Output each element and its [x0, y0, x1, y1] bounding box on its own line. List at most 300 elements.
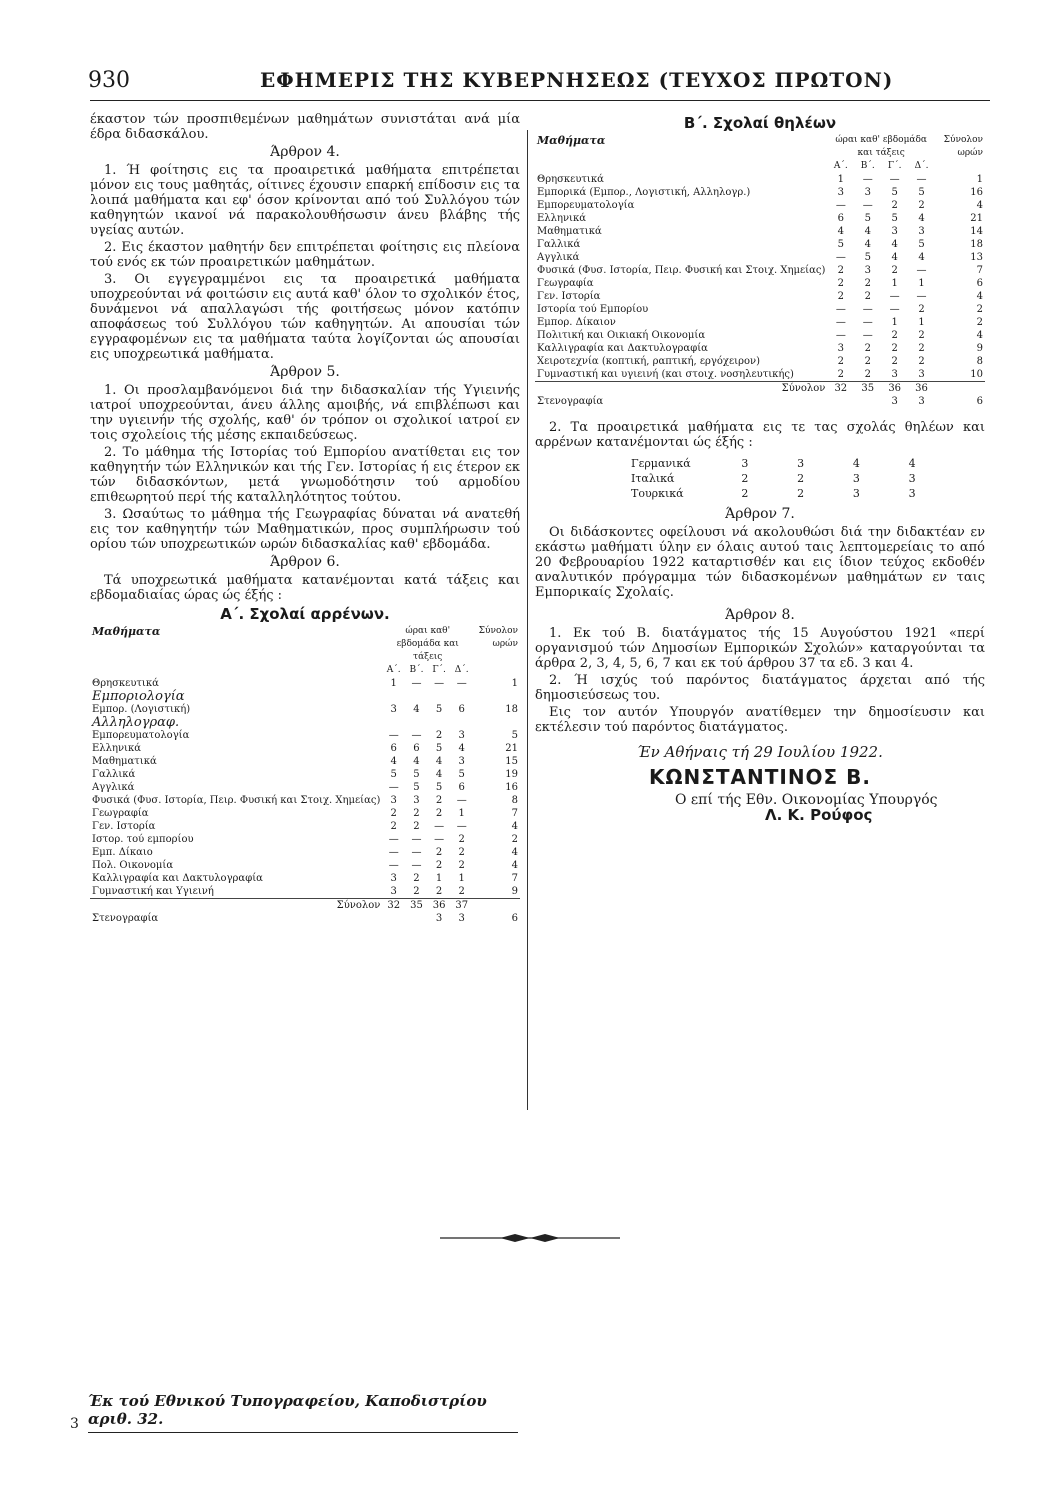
total-cell: [935, 382, 985, 396]
table-row: [535, 225, 985, 238]
hours-cell: 3: [837, 343, 844, 354]
table-row: [535, 368, 985, 382]
hours-cell: 2: [413, 821, 420, 832]
hours-cell: 2: [918, 304, 925, 315]
article-5-para-3: 3. Ωσαύτως το μάθημα τής Γεωγραφίας δύναται νά ανατεθή εις τον καθηγητήν τών Μαθηματικών, προς συμπλήρωσιν τού ορίου τών υποχρεωτικών ωρών διδασκαλίας καθ' εβδομάδα.: [90, 507, 520, 552]
hours-cell: 3: [918, 396, 925, 407]
hours-cell: —: [916, 265, 927, 276]
hours-cell: 2: [435, 730, 443, 741]
hours-cell: —: [835, 252, 846, 263]
subject-cell: Στενογραφία: [92, 913, 159, 924]
hours-cell: —: [916, 291, 927, 302]
hours-cell: 2: [891, 200, 898, 211]
subject-cell: Σύνολον: [90, 899, 382, 913]
girls-table-body: [535, 173, 985, 408]
king-signature: ΚΩΝΣΤΑΝΤΙΝΟΣ Β.: [648, 765, 872, 789]
hours-cell: 5: [864, 252, 871, 263]
total-cell: 9: [976, 343, 983, 354]
hours-cell: —: [916, 174, 927, 185]
total-cell: 6: [511, 913, 518, 924]
language-row: [625, 471, 940, 486]
class-label: Γ΄.: [432, 665, 446, 675]
hours-cell: 5: [413, 769, 420, 780]
hours-cell: 2: [435, 847, 443, 858]
table-row: [90, 794, 520, 807]
page-number: 930: [88, 68, 130, 93]
hours-cell: 4: [435, 756, 443, 767]
column-header-subject: Μαθήματα: [537, 134, 606, 147]
hours-cell: 5: [458, 769, 465, 780]
subject-cell: Εμπορευματολογία: [92, 730, 190, 741]
hours-cell: 4: [390, 756, 397, 767]
hours-cell: —: [388, 782, 399, 793]
table-row: [90, 755, 520, 768]
subject-cell: Γυμναστική και υγιεινή (και στοιχ. νοσηλευτικής): [537, 369, 794, 380]
hours-cell: 35: [854, 382, 881, 396]
article-8-para-2: 2. Ή ισχύς τού παρόντος διατάγματος άρχεται από τής δημοσιεύσεως του.: [535, 673, 985, 703]
subject-cell: Γαλλικά: [92, 769, 136, 780]
hours-cell: 2: [837, 369, 844, 380]
language-row: [625, 456, 940, 471]
table-row: [90, 729, 520, 742]
hours-cell: —: [835, 330, 846, 341]
hours-cell: 3: [458, 756, 465, 767]
hours-cell: 2: [458, 886, 465, 897]
hours-cell: 5: [891, 187, 898, 198]
hours-cell: 4: [864, 226, 871, 237]
hours-cell: 3: [918, 226, 925, 237]
hours-cell: 2: [741, 472, 749, 485]
hours-cell: 2: [864, 278, 871, 289]
hours-cell: —: [388, 860, 399, 871]
hours-cell: —: [862, 304, 873, 315]
hours-cell: —: [388, 730, 399, 741]
hours-cell: —: [411, 860, 422, 871]
hours-cell: 1: [435, 873, 443, 884]
subject-cell: Θρησκευτικά: [537, 174, 604, 185]
total-cell: 21: [970, 213, 983, 224]
hours-cell: 3: [918, 369, 925, 380]
hours-cell: —: [434, 834, 445, 845]
hours-cell: 4: [918, 213, 925, 224]
hours-cell: 6: [458, 704, 465, 715]
left-column: [90, 112, 520, 925]
hours-cell: 2: [918, 343, 925, 354]
hours-cell: 5: [837, 239, 844, 250]
total-cell: 6: [976, 396, 983, 407]
hours-cell: —: [889, 304, 900, 315]
column-header-hours: ώραι καθ' εβδομάδα και τάξεις: [835, 135, 928, 158]
subject-cell: Ιστορ. τού εμπορίου: [92, 834, 194, 845]
subject-cell: Θρησκευτικά: [92, 678, 159, 689]
total-cell: 15: [505, 756, 518, 767]
hours-cell: —: [411, 847, 422, 858]
hours-cell: 2: [864, 343, 871, 354]
hours-cell: 5: [918, 187, 925, 198]
hours-cell: —: [835, 304, 846, 315]
hours-cell: 3: [891, 369, 898, 380]
hours-cell: [854, 395, 881, 408]
hours-cell: 2: [837, 265, 844, 276]
table-header-row: [535, 134, 985, 160]
hours-cell: —: [835, 200, 846, 211]
intro-paragraph: έκαστον τών προσπιθεμένων μαθημάτων συνιστάται ανά μία έδρα διδασκάλου.: [90, 112, 520, 142]
table-row: [90, 846, 520, 859]
hours-cell: 2: [891, 356, 898, 367]
hours-cell: 2: [741, 487, 749, 500]
hours-cell: 2: [918, 200, 925, 211]
subject-cell: Ελληνικά: [537, 213, 586, 224]
hours-cell: 2: [413, 808, 420, 819]
hours-cell: 3: [837, 187, 844, 198]
article-5-para-1: 1. Οι προσλαμβανόμενοι διά την διδασκαλίαν τής Υγιεινής ιατροί υποχρεούνται, άνευ άλλης αμοιβής, νά επιβλέπωσι και την υγιεινήν τής σχολής, καθ' όν τρόπον οι σχολικοί ιατροί εν τοις σχολείοις τής μέσης εκπαιδεύσεως.: [90, 383, 520, 443]
boys-schools-title: Α΄. Σχολαί αρρένων.: [220, 605, 390, 623]
hours-cell: 2: [837, 278, 844, 289]
table-subheading-row: [90, 716, 520, 729]
table-row: [90, 833, 520, 846]
hours-cell: 3: [741, 457, 749, 470]
hours-cell: 32: [827, 382, 854, 396]
hours-cell: 35: [405, 899, 428, 913]
hours-cell: 2: [797, 487, 805, 500]
subject-cell: Πολ. Οικονομία: [92, 860, 174, 871]
page-header: [60, 62, 1000, 96]
subject-cell: Γεν. Ιστορία: [537, 291, 601, 302]
subject-cell: Φυσικά (Φυσ. Ιστορία, Πειρ. Φυσική και Στοιχ. Χημείας): [537, 265, 826, 276]
total-cell: [473, 899, 520, 913]
total-cell: 7: [976, 265, 983, 276]
hours-cell: 4: [908, 457, 916, 470]
hours-cell: 3: [852, 472, 860, 485]
class-label: Α΄.: [833, 161, 848, 171]
hours-cell: 2: [891, 330, 898, 341]
languages-body: [625, 456, 940, 501]
hours-cell: —: [862, 317, 873, 328]
table-row: [535, 173, 985, 186]
total-cell: 4: [511, 847, 518, 858]
article-4-para-1: 1. Ή φοίτησις εις τα προαιρετικά μαθήματα επιτρέπεται μόνον εις τους μαθητάς, οίτινες έχουσιν επαρκή επίδοσιν εις τα λοιπά μαθήματα και εφ' όσον κρίνονται από τού Συλλόγου τών καθηγητών ικανοί νά παρακολουθήσωσιν άνευ βλάβης τής υγείας αυτών.: [90, 163, 520, 238]
hours-cell: 3: [891, 226, 898, 237]
hours-cell: 1: [891, 278, 898, 289]
total-cell: 14: [970, 226, 983, 237]
total-cell: 6: [976, 278, 983, 289]
total-cell: 7: [511, 808, 518, 819]
class-label-row: [90, 664, 520, 677]
hours-cell: 1: [390, 678, 397, 689]
subject-cell: Εμπ. Δίκαιο: [92, 847, 153, 858]
subject-cell: Εμπορ. Δίκαιον: [537, 317, 616, 328]
subject-cell: Εμπορ. (Λογιστική): [92, 704, 191, 715]
table-row: [535, 303, 985, 316]
hours-cell: 6: [390, 743, 397, 754]
hours-cell: 2: [390, 808, 397, 819]
column-divider: [527, 130, 528, 1110]
hours-cell: 2: [891, 265, 898, 276]
subject-cell: Αγγλικά: [537, 252, 580, 263]
total-cell: 1: [976, 174, 983, 185]
table-row: [90, 899, 520, 913]
optional-languages-table: [625, 456, 940, 501]
subheading-cell: Εμποριολογία: [92, 689, 185, 704]
subject-cell: Αγγλικά: [92, 782, 135, 793]
column-header-total: Σύνολον ωρών: [943, 135, 983, 158]
table-row: [90, 742, 520, 755]
right-column: [535, 112, 985, 823]
hours-cell: 2: [918, 356, 925, 367]
article-6-para-2: 2. Τα προαιρετικά μαθήματα εις τε τας σχολάς θηλέων και αρρένων κατανέμονται ώς έξής :: [535, 420, 985, 450]
table-row: [535, 316, 985, 329]
subject-cell: Ιστορία τού Εμπορίου: [537, 304, 649, 315]
hours-cell: 3: [390, 795, 397, 806]
article-4-para-2: 2. Εις έκαστον μαθητήν δεν επιτρέπεται φοίτησις εις πλείονα τού ενός εκ τών προαιρετικών μαθημάτων.: [90, 240, 520, 270]
hours-cell: 32: [382, 899, 405, 913]
hours-cell: —: [434, 678, 445, 689]
hours-cell: 37: [450, 899, 473, 913]
hours-cell: —: [889, 291, 900, 302]
article-5-title: Άρθρον 5.: [270, 364, 340, 380]
hours-cell: 3: [458, 913, 465, 924]
hours-cell: 2: [837, 356, 844, 367]
hours-cell: 1: [918, 278, 925, 289]
article-5-para-2: 2. Το μάθημα τής Ιστορίας τού Εμπορίου ανατίθεται εις τον καθηγητήν τών Ελληνικών και τής Γεν. Ιστορίας ή εις έτερον εκ τών διδασκόντων, μετά γνωμοδότησιν τού αρμοδίου επιθεωρητού περί τής καταλληλότητος τούτου.: [90, 445, 520, 505]
table-row: [90, 781, 520, 794]
hours-cell: —: [889, 174, 900, 185]
table-row: [535, 212, 985, 225]
hours-cell: 2: [918, 330, 925, 341]
hours-cell: 3: [390, 886, 397, 897]
hours-cell: 2: [797, 472, 805, 485]
hours-cell: 4: [837, 226, 844, 237]
hours-cell: 1: [918, 317, 925, 328]
hours-cell: —: [862, 330, 873, 341]
total-cell: 2: [976, 304, 983, 315]
sheet-number: 3: [70, 1416, 79, 1432]
column-header-total: Σύνολον ωρών: [478, 626, 518, 649]
hours-cell: [382, 912, 405, 925]
total-cell: 7: [511, 873, 518, 884]
hours-cell: 2: [891, 343, 898, 354]
hours-cell: 6: [837, 213, 844, 224]
hours-cell: 3: [390, 873, 397, 884]
hours-cell: 2: [837, 291, 844, 302]
hours-cell: 36: [908, 382, 935, 396]
header-rule: [90, 100, 990, 101]
total-cell: 2: [976, 317, 983, 328]
total-cell: 8: [976, 356, 983, 367]
article-4-title: Άρθρον 4.: [270, 144, 340, 160]
subject-cell: Χειροτεχνία (κοπτική, ραπτική, εργόχειρον): [537, 356, 760, 367]
total-cell: 5: [511, 730, 518, 741]
hours-cell: [827, 395, 854, 408]
table-row: [535, 329, 985, 342]
class-label: Δ΄.: [914, 161, 929, 171]
total-cell: 2: [511, 834, 518, 845]
hours-cell: 2: [435, 860, 443, 871]
total-cell: 16: [505, 782, 518, 793]
table-row: [90, 820, 520, 833]
hours-cell: —: [434, 821, 445, 832]
hours-cell: 3: [413, 795, 420, 806]
table-row: [90, 859, 520, 872]
table-row: [90, 768, 520, 781]
column-header-hours: ώραι καθ' εβδομάδα και τάξεις: [396, 626, 459, 662]
table-header-row: [90, 625, 520, 664]
hours-cell: 6: [458, 782, 465, 793]
column-header-subject: Μαθήματα: [92, 625, 161, 638]
hours-cell: —: [456, 795, 467, 806]
class-label: Γ΄.: [887, 161, 902, 171]
subject-cell: Καλλιγραφία και Δακτυλογραφία: [537, 343, 708, 354]
hours-cell: —: [388, 847, 399, 858]
hours-cell: 4: [458, 743, 465, 754]
total-cell: 8: [511, 795, 518, 806]
hours-cell: 2: [458, 834, 465, 845]
table-row: [90, 885, 520, 899]
total-cell: 4: [976, 291, 983, 302]
hours-cell: —: [456, 678, 467, 689]
hours-cell: 6: [413, 743, 420, 754]
hours-cell: 5: [435, 704, 443, 715]
hours-cell: 1: [837, 174, 844, 185]
hours-cell: 4: [413, 704, 420, 715]
language-name: Τουρκικά: [631, 487, 684, 500]
total-cell: 4: [976, 330, 983, 341]
table-row: [535, 290, 985, 303]
minister-title: Ο επί τής Εθν. Οικονομίας Υπουργός: [675, 792, 938, 808]
hours-cell: 2: [864, 291, 871, 302]
hours-cell: 3: [908, 472, 916, 485]
hours-cell: 3: [797, 457, 805, 470]
hours-cell: —: [411, 834, 422, 845]
hours-cell: 2: [390, 821, 397, 832]
hours-cell: 5: [413, 782, 420, 793]
class-label: Β΄.: [860, 161, 875, 171]
article-6-title: Άρθρον 6.: [270, 554, 340, 570]
hours-cell: 3: [891, 396, 898, 407]
table-row: [535, 355, 985, 368]
hours-cell: 5: [864, 213, 871, 224]
total-cell: 1: [511, 678, 518, 689]
total-cell: 9: [511, 886, 518, 897]
girls-schools-title: Β΄. Σχολαί θηλέων: [683, 114, 837, 132]
table-row: [535, 277, 985, 290]
hours-cell: 1: [891, 317, 898, 328]
hours-cell: 1: [458, 873, 465, 884]
table-row: [90, 807, 520, 820]
hours-cell: 5: [435, 782, 443, 793]
table-row: [90, 912, 520, 925]
article-7-para-1: Οι διδάσκοντες οφείλουσι νά ακολουθώσι διά την διδακτέαν εν εκάστω μαθήματι ύλην εν όλαις αυτού ταις λεπτομερείαις το από 20 Φεβρουαρίου 1922 καταρτισθέν και εις ίδιον τεύχος εκδοθέν αναλυτικόν πρόγραμμα τών διδασκομένων μαθημάτων εν ταις Εμπορικαίς Σχολαίς.: [535, 525, 985, 600]
subject-cell: Μαθηματικά: [537, 226, 602, 237]
minister-name: Λ. Κ. Ρούφος: [765, 806, 873, 824]
hours-cell: 2: [864, 356, 871, 367]
total-cell: 4: [511, 860, 518, 871]
article-4-para-3: 3. Οι εγγεγραμμένοι εις τα προαιρετικά μαθήματα υποχρεούνται νά φοιτώσιν εις αυτά καθ' όλον το σχολικόν έτος, δυνάμενοι νά απαλλαγώσι τής φοιτήσεως μόνον κατόπιν αποφάσεως τού Συλλόγου τών καθηγητών. Αι απουσίαι τών εγγραφομένων εις τα μαθήματα ταύτα λογίζονται ώς απουσίαι εις υποχρεωτικά μαθήματα.: [90, 272, 520, 362]
subheading-cell: Αλληλογραφ.: [92, 715, 180, 730]
hours-cell: —: [835, 317, 846, 328]
hours-cell: 5: [435, 743, 443, 754]
date-line: Έν Αθήναις τή 29 Ιουλίου 1922.: [637, 743, 883, 761]
hours-cell: 4: [918, 252, 925, 263]
hours-cell: —: [862, 200, 873, 211]
table-subheading-row: [90, 690, 520, 703]
hours-cell: 4: [413, 756, 420, 767]
class-label: Β΄.: [409, 665, 424, 675]
subject-cell: Πολιτική και Οικιακή Οικονομία: [537, 330, 706, 341]
hours-cell: 5: [390, 769, 397, 780]
hours-cell: —: [411, 730, 422, 741]
ornament-divider: [440, 1233, 620, 1243]
boys-table-body: [90, 677, 520, 925]
hours-cell: 2: [435, 886, 443, 897]
subject-cell: Γυμναστική και Υγιεινή: [92, 886, 214, 897]
hours-cell: 2: [864, 369, 871, 380]
hours-cell: [405, 912, 428, 925]
total-cell: 18: [970, 239, 983, 250]
hours-cell: 2: [435, 795, 443, 806]
hours-cell: 2: [458, 860, 465, 871]
hours-cell: 3: [864, 265, 871, 276]
subject-cell: Εμπορικά (Εμπορ., Λογιστική, Αλληλογρ.): [537, 187, 751, 198]
table-row: [535, 199, 985, 212]
subject-cell: Φυσικά (Φυσ. Ιστορία, Πειρ. Φυσική και Στοιχ. Χημείας): [92, 795, 381, 806]
subject-cell: Καλλιγραφία και Δακτυλογραφία: [92, 873, 263, 884]
subject-cell: Ελληνικά: [92, 743, 141, 754]
hours-cell: 2: [413, 873, 420, 884]
class-label: Δ΄.: [454, 665, 469, 675]
girls-timetable: [535, 134, 985, 408]
subject-cell: Γεωγραφία: [92, 808, 149, 819]
hours-cell: 3: [390, 704, 397, 715]
total-cell: 18: [505, 704, 518, 715]
hours-cell: —: [456, 821, 467, 832]
subject-cell: Σύνολον: [535, 382, 827, 396]
table-row: [535, 395, 985, 408]
article-8-title: Άρθρον 8.: [725, 607, 795, 623]
hours-cell: 5: [918, 239, 925, 250]
table-row: [535, 342, 985, 355]
subject-cell: Στενογραφία: [537, 396, 604, 407]
total-cell: 10: [970, 369, 983, 380]
hours-cell: 3: [864, 187, 871, 198]
hours-cell: 4: [891, 252, 898, 263]
hours-cell: 36: [428, 899, 451, 913]
hours-cell: 4: [891, 239, 898, 250]
table-row: [535, 251, 985, 264]
hours-cell: 3: [908, 487, 916, 500]
class-label: Α΄.: [386, 665, 401, 675]
table-row: [535, 382, 985, 396]
total-cell: 4: [511, 821, 518, 832]
subject-cell: Εμπορευματολογία: [537, 200, 635, 211]
hours-cell: 3: [435, 913, 443, 924]
class-label-row: [535, 160, 985, 173]
hours-cell: —: [862, 174, 873, 185]
hours-cell: 3: [852, 487, 860, 500]
hours-cell: 4: [852, 457, 860, 470]
language-name: Ιταλικά: [631, 472, 675, 485]
boys-timetable: [90, 625, 520, 925]
hours-cell: 3: [458, 730, 465, 741]
language-row: [625, 486, 940, 501]
table-row: [535, 186, 985, 199]
article-8-para-3: Εις τον αυτόν Υπουργόν ανατίθεμεν την δημοσίευσιν και εκτέλεσιν τού παρόντος διατάγματος.: [535, 705, 985, 735]
hours-cell: 4: [864, 239, 871, 250]
article-8-para-1: 1. Εκ τού Β. διατάγματος τής 15 Αυγούστου 1921 «περί οργανισμού τών Δημοσίων Εμπορικών Σχολών» καταργούνται τα άρθρα 2, 3, 4, 5, 6, 7 και εκ τού άρθρου 37 τα εδ. 3 και 4.: [535, 626, 985, 671]
subject-cell: Γαλλικά: [537, 239, 581, 250]
total-cell: 19: [505, 769, 518, 780]
total-cell: 4: [976, 200, 983, 211]
